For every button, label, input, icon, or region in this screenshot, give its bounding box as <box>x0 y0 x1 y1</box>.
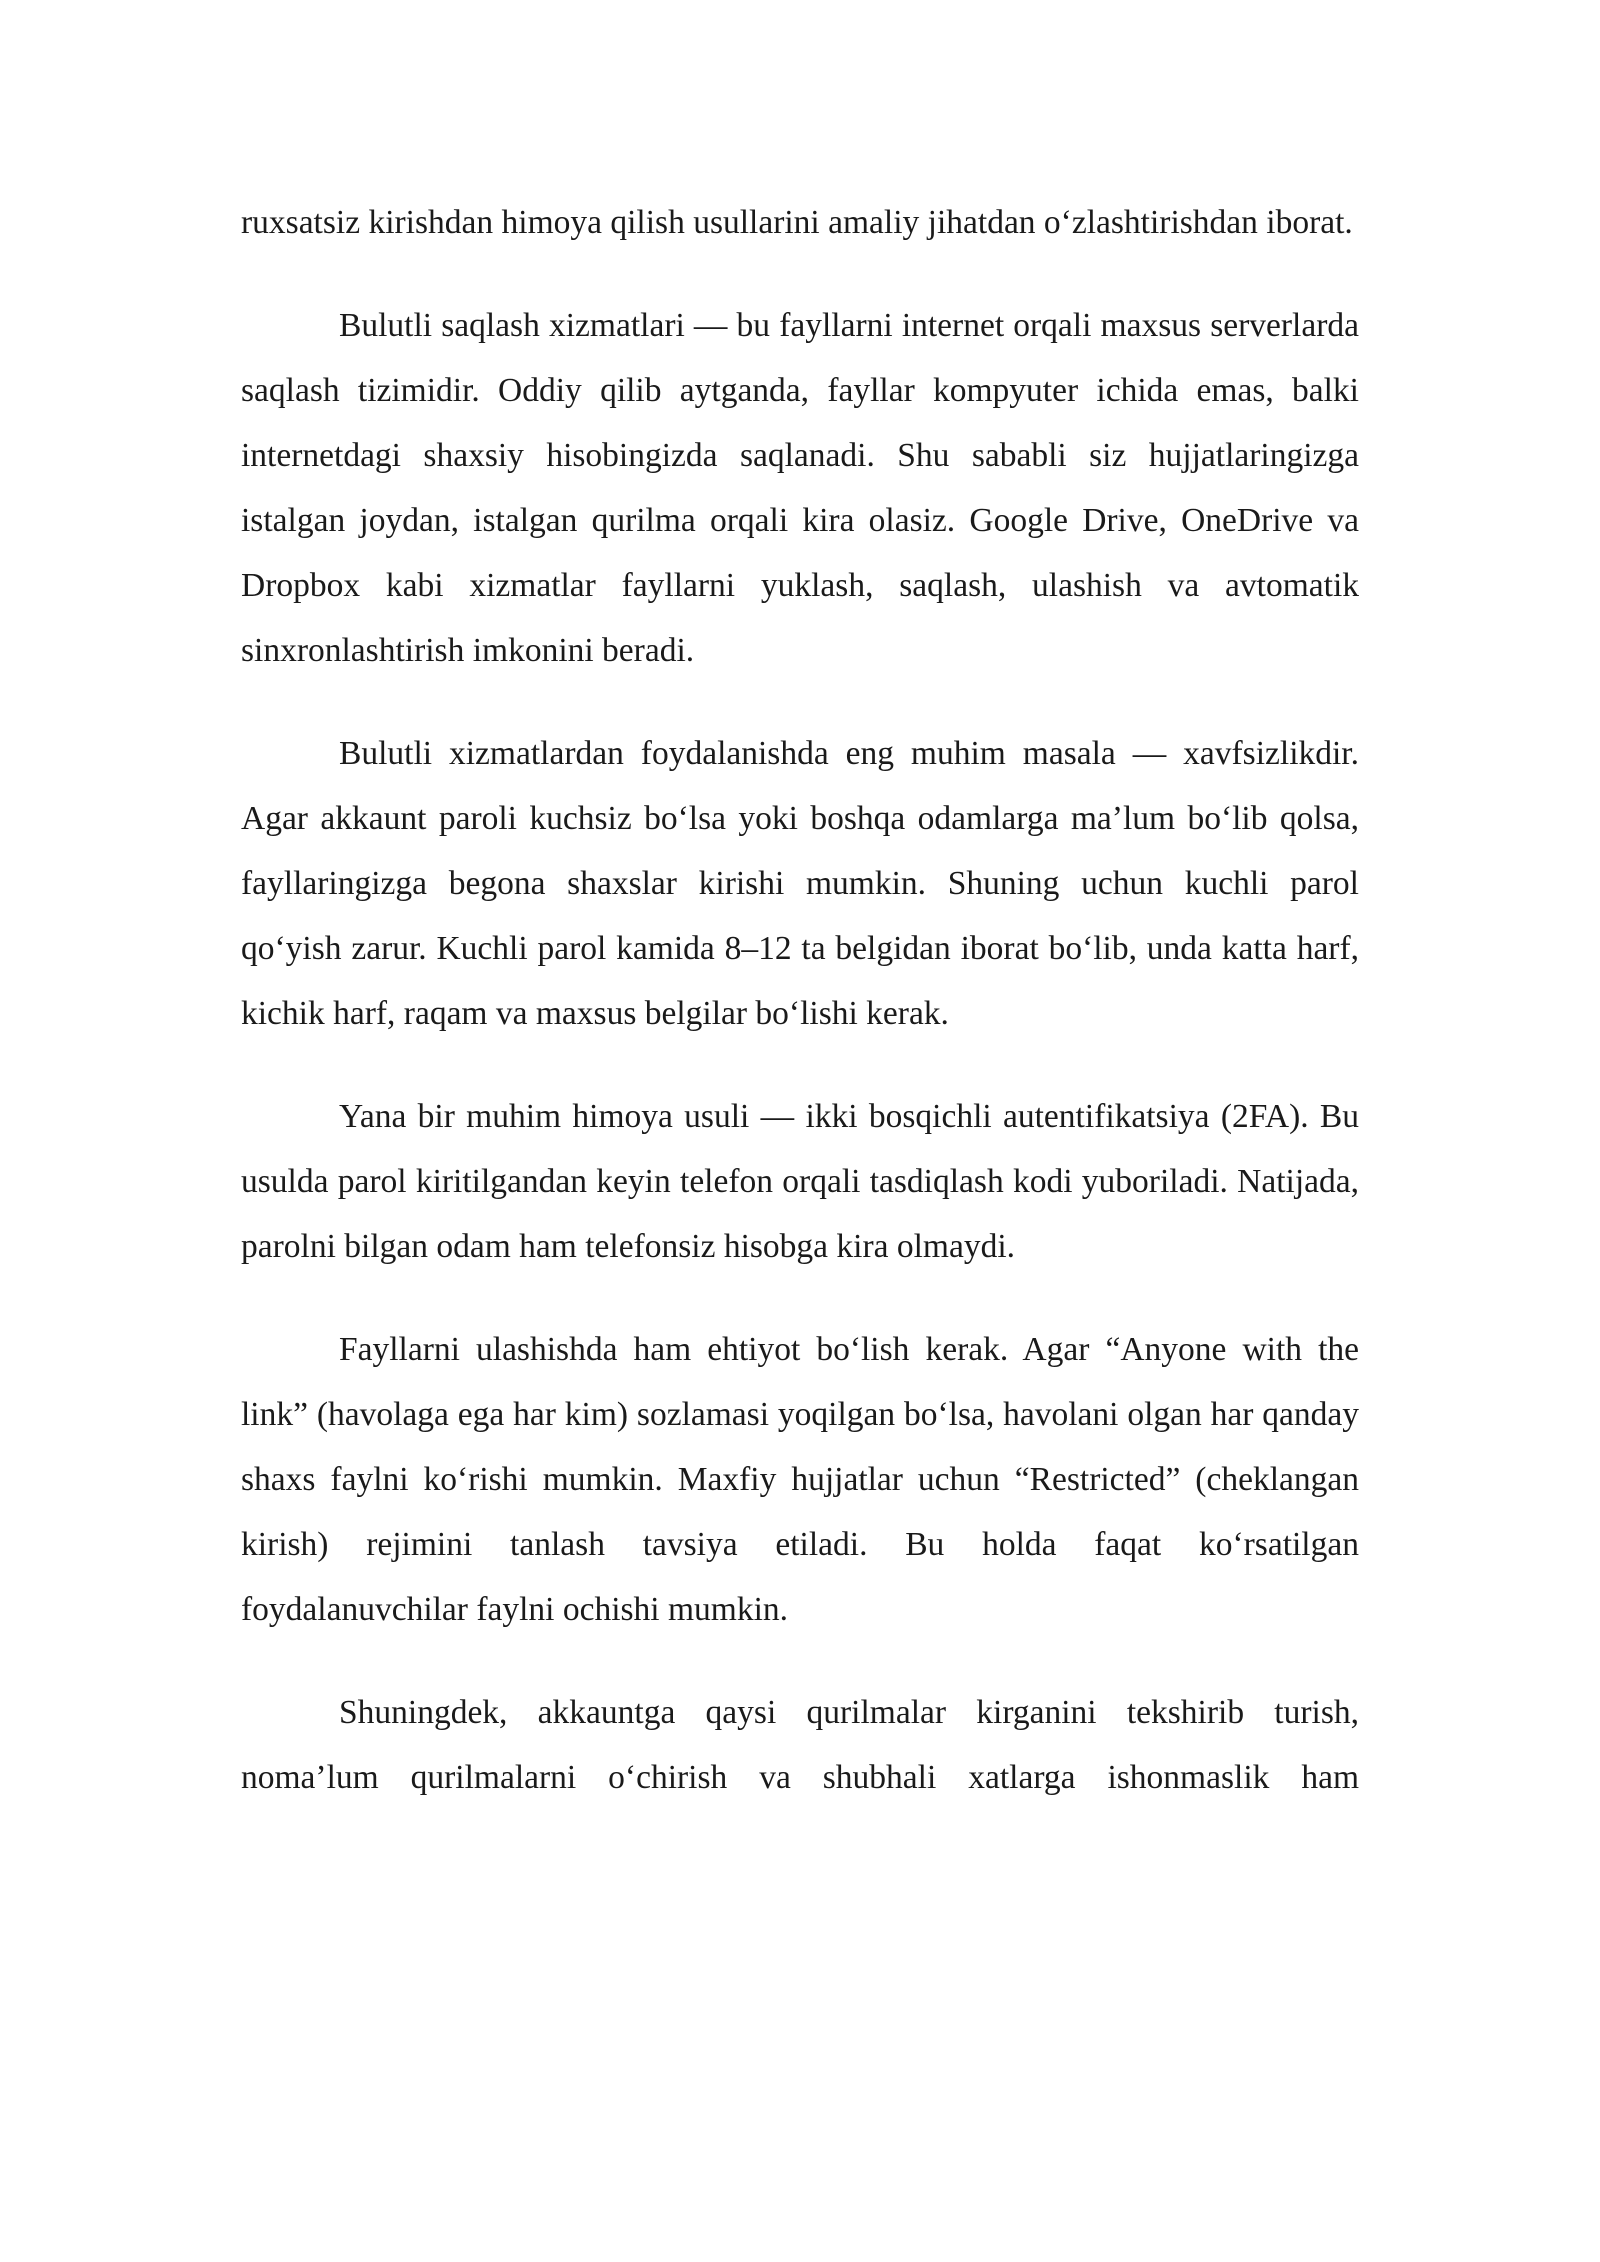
paragraph-sharing: Fayllarni ulashishda ham ehtiyot bo‘lish kerak. Agar “Anyone with the link” (havolaga ega har kim) sozlamasi yoqilgan bo‘lsa, havolani olgan har qanday shaxs faylni ko‘rishi mumkin. Maxfiy hujjatlar uchun “Restricted” (cheklangan kirish) rejimini tanlash tavsiya etiladi. Bu holda faqat ko‘rsatilgan foydalanuvchilar faylni ochishi mumkin. <box>241 1331 1359 1628</box>
paragraph-devices: Shuningdek, akkauntga qaysi qurilmalar kirganini tekshirib turish, noma’lum qurilmalarni o‘chirish va shubhali xatlarga ishonmaslik ham <box>241 1694 1359 1796</box>
paragraph-2fa: Yana bir muhim himoya usuli — ikki bosqichli autentifikatsiya (2FA). Bu usulda parol kiritilgandan keyin telefon orqali tasdiqlash kodi yuboriladi. Natijada, parolni bilgan odam ham telefonsiz hisobga kira olmaydi. <box>241 1098 1359 1265</box>
paragraph-security: Bulutli xizmatlardan foydalanishda eng muhim masala — xavfsizlikdir. Agar akkaunt paroli kuchsiz bo‘lsa yoki boshqa odamlarga ma’lum bo‘lib qolsa, fayllaringizga begona shaxslar kirishi mumkin. Shuning uchun kuchli parol qo‘yish zarur. Kuchli parol kamida 8–12 ta belgidan iborat bo‘lib, unda katta harf, kichik harf, raqam va maxsus belgilar bo‘lishi kerak. <box>241 735 1359 1032</box>
paragraph-cloud-storage: Bulutli saqlash xizmatlari — bu fayllarni internet orqali maxsus serverlarda saqlash tizimidir. Oddiy qilib aytganda, fayllar kompyuter ichida emas, balki internetdagi shaxsiy hisobingizda saqlanadi. Shu sababli siz hujjatlaringizga istalgan joydan, istalgan qurilma orqali kira olasiz. Google Drive, OneDrive va Dropbox kabi xizmatlar fayllarni yuklash, saqlash, ulashish va avtomatik sinxronlashtirish imkonini beradi. <box>241 307 1359 669</box>
paragraph-continuation: ruxsatsiz kirishdan himoya qilish usullarini amaliy jihatdan o‘zlashtirishdan iborat. <box>241 204 1353 241</box>
